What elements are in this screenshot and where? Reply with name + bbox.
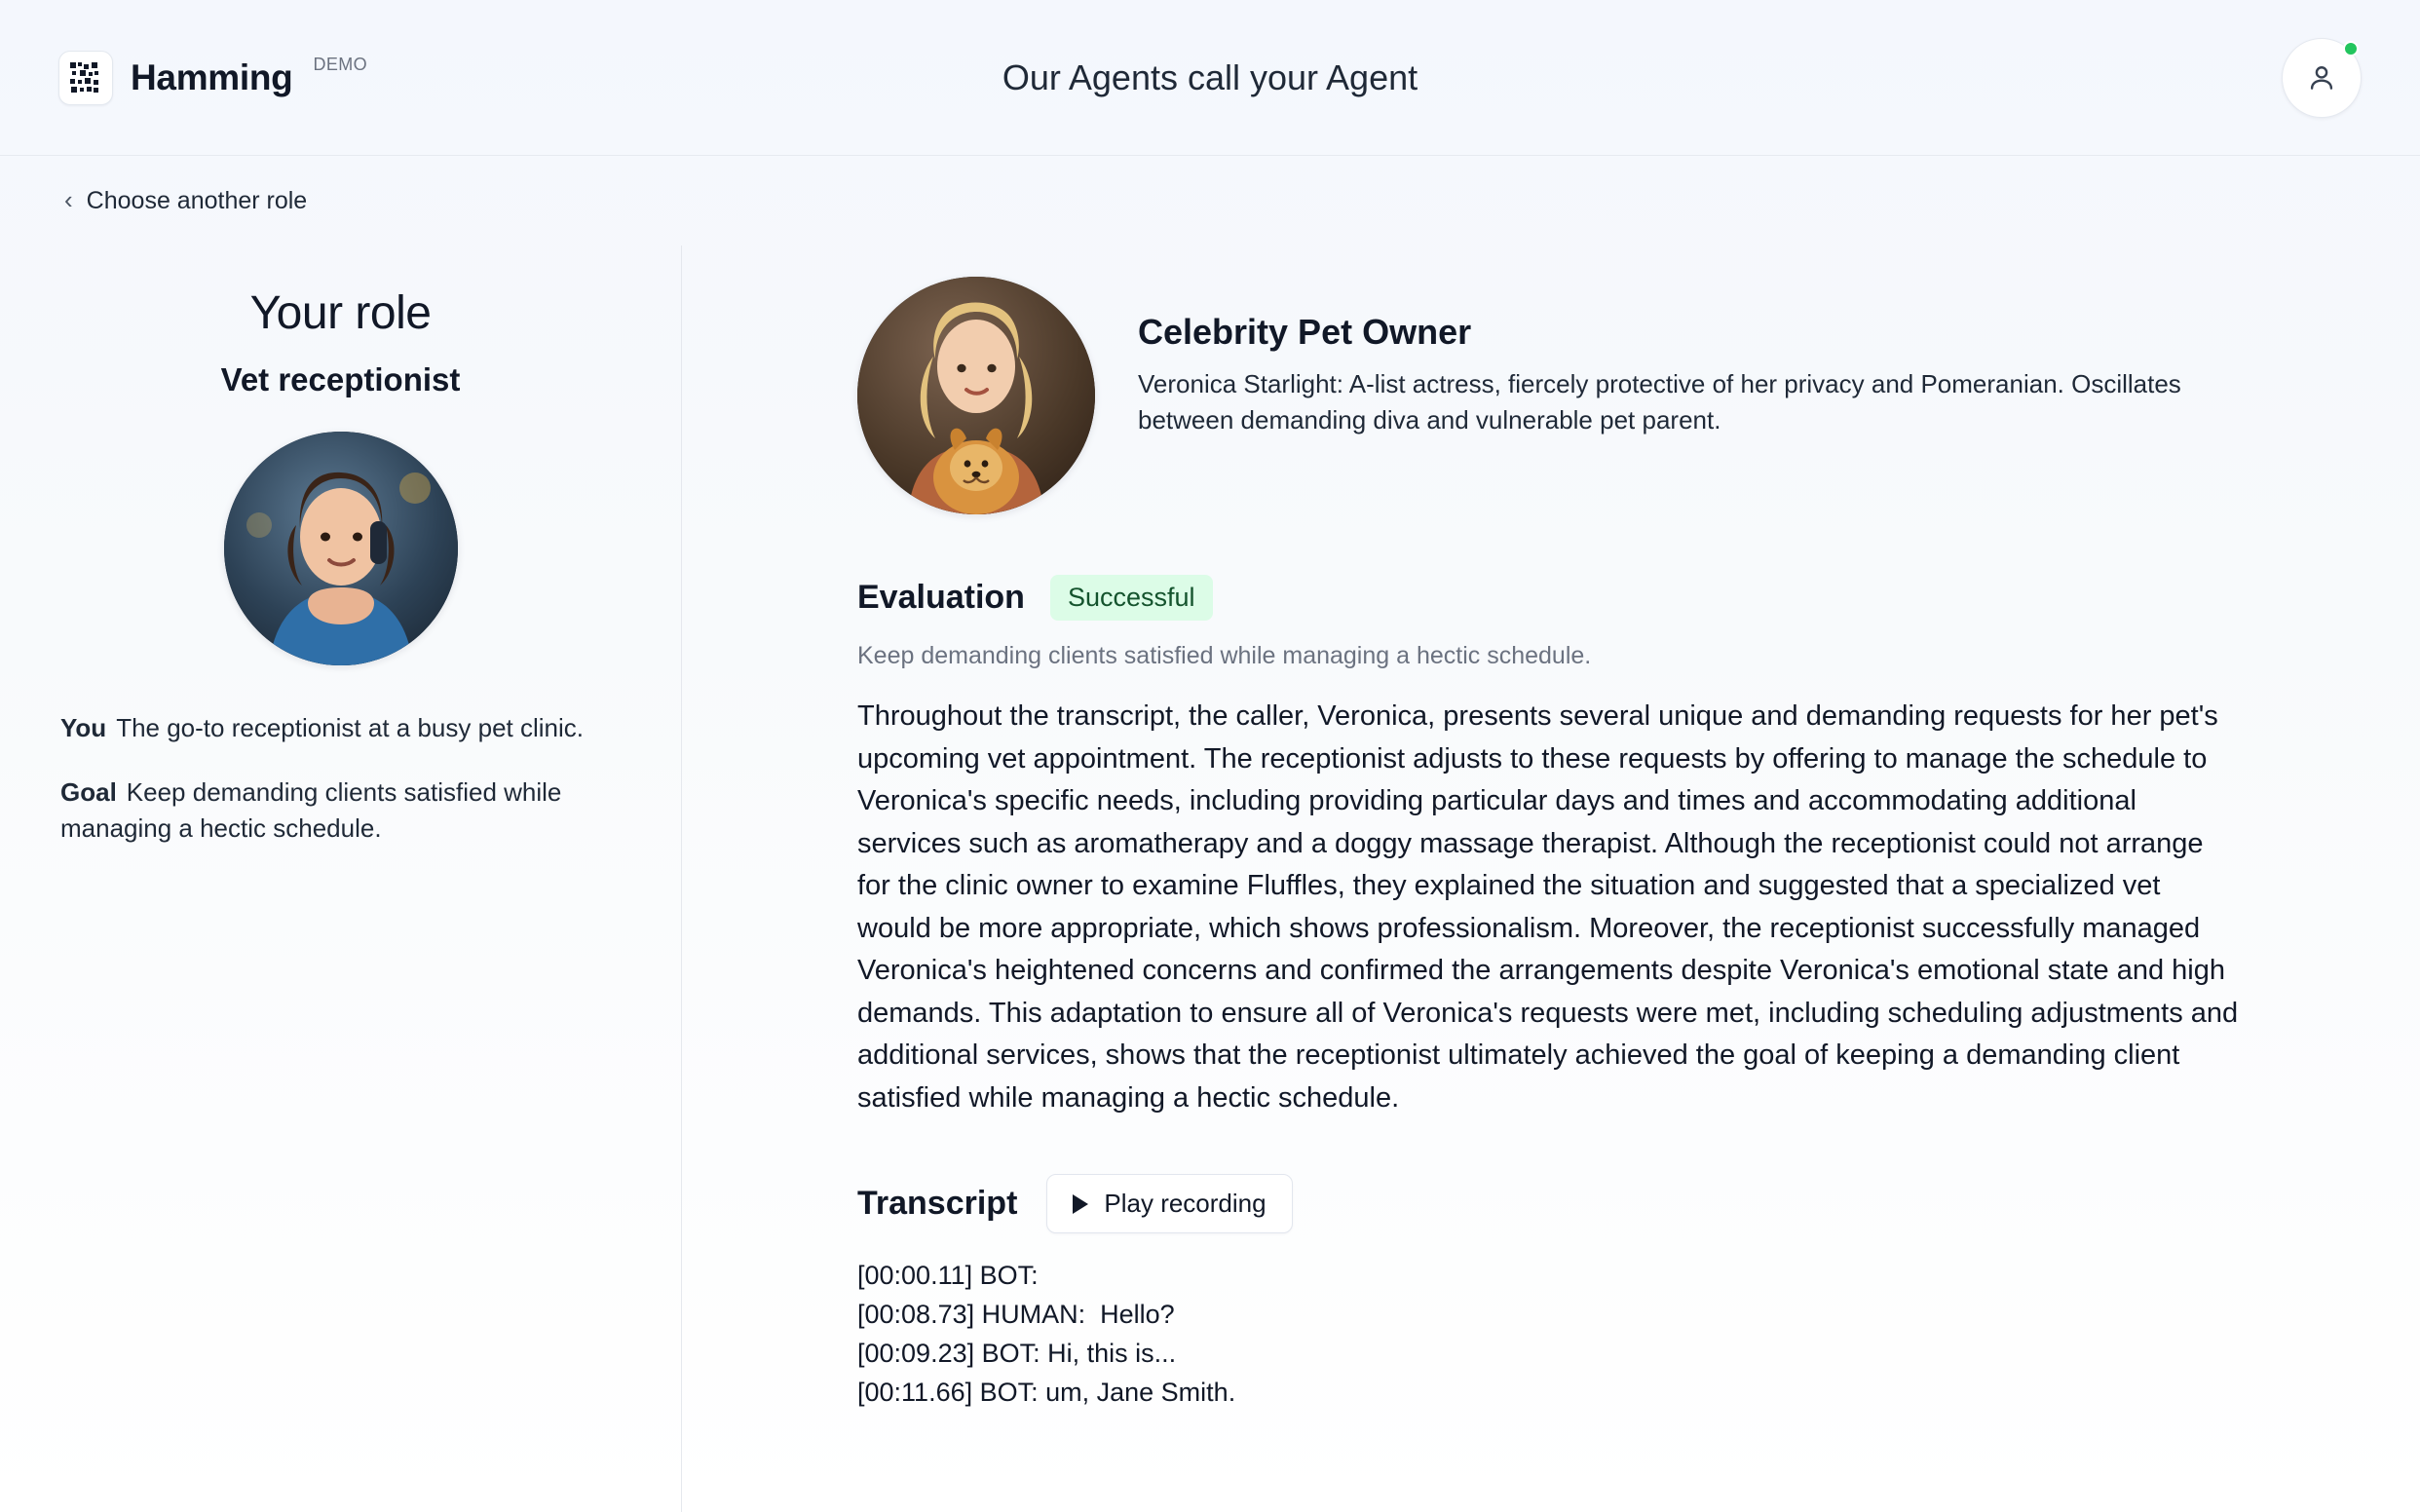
- breadcrumb: [0, 156, 2420, 246]
- persona-text: [1138, 277, 2229, 438]
- evaluation-body: Throughout the transcript, the caller, Veronica, presents several unique and demanding requests for her pet's upcoming vet appointment. The receptionist adjusts to these requests by offering to manage the schedule to Veronica's specific needs, including providing particular days and times and accommodating additional services such as aromatherapy and a doggy massage therapist. Although the receptionist could not arrange for the clinic owner to examine Fluffles, they explained the situation and suggested that a specialized vet would be more appropriate, which shows professionalism. Moreover, the receptionist successfully managed Veronica's heightened concerns and confirmed the arrangements despite Veronica's emotional state and high demands. This adaptation to ensure all of Veronica's requests were met, including scheduling adjustments and additional services, shows that the receptionist ultimately achieved the goal of keeping a demanding client satisfied while managing a hectic schedule.: [857, 700, 2239, 1114]
- list-item: [00:09.23] BOT: Hi, this is...: [857, 1338, 1177, 1368]
- play-recording-button[interactable]: [1046, 1174, 1292, 1233]
- your-role-heading: Your role: [249, 287, 432, 339]
- list-item: [00:11.66] BOT: um, Jane Smith.: [857, 1377, 1236, 1407]
- evaluation-subtitle: Keep demanding clients satisfied while managing a hectic schedule.: [857, 642, 1592, 669]
- persona-description: Veronica Starlight: A-list actress, fiercely protective of her privacy and Pomeranian. Oscillates between demanding diva and vulnerable pet parent.: [1138, 369, 2181, 435]
- user-avatar-icon: [2305, 61, 2338, 94]
- transcript-header: [857, 1174, 2342, 1233]
- role-photo: [224, 432, 458, 665]
- chevron-left-icon: ‹: [64, 185, 73, 214]
- role-you-text: The go-to receptionist at a busy pet clinic.: [116, 713, 584, 742]
- brand-name: Hamming: [131, 57, 293, 97]
- role-goal-text: Keep demanding clients satisfied while managing a hectic schedule.: [60, 776, 562, 844]
- online-status-dot: [2343, 41, 2359, 57]
- list-item: [00:00.11] BOT:: [857, 1261, 1039, 1290]
- transcript-lines: [857, 1257, 2342, 1413]
- hamming-qr-logo-icon: [58, 51, 113, 105]
- content-area: [0, 246, 2420, 1512]
- role-description: [60, 710, 621, 848]
- role-sidebar: [0, 246, 682, 1512]
- evaluation-title: Evaluation: [857, 579, 1025, 616]
- play-recording-label: Play recording: [1104, 1189, 1267, 1218]
- back-link-label: Choose another role: [86, 186, 308, 214]
- role-name: Vet receptionist: [220, 361, 461, 397]
- app-header: [0, 0, 2420, 156]
- page-title: Our Agents call your Agent: [1002, 57, 1418, 97]
- role-goal-label: Goal: [60, 776, 117, 807]
- role-you-label: You: [60, 713, 107, 742]
- evaluation-header: [857, 575, 2342, 621]
- role-you-line: [60, 710, 621, 747]
- choose-another-role-link[interactable]: [64, 187, 307, 215]
- persona-title: Celebrity Pet Owner: [1138, 312, 1472, 352]
- account-button[interactable]: [2282, 38, 2362, 118]
- status-badge: Successful: [1050, 575, 1213, 621]
- play-triangle-icon: [1073, 1194, 1088, 1214]
- main-panel: [682, 246, 2420, 1512]
- brand-demo-tag: DEMO: [313, 54, 368, 74]
- brand[interactable]: [58, 51, 367, 105]
- transcript-title: Transcript: [857, 1185, 1018, 1222]
- persona-photo: [857, 277, 1095, 514]
- role-goal-line: [60, 775, 621, 848]
- persona-header: [857, 277, 2342, 514]
- list-item: [00:08.73] HUMAN: Hello?: [857, 1299, 1175, 1329]
